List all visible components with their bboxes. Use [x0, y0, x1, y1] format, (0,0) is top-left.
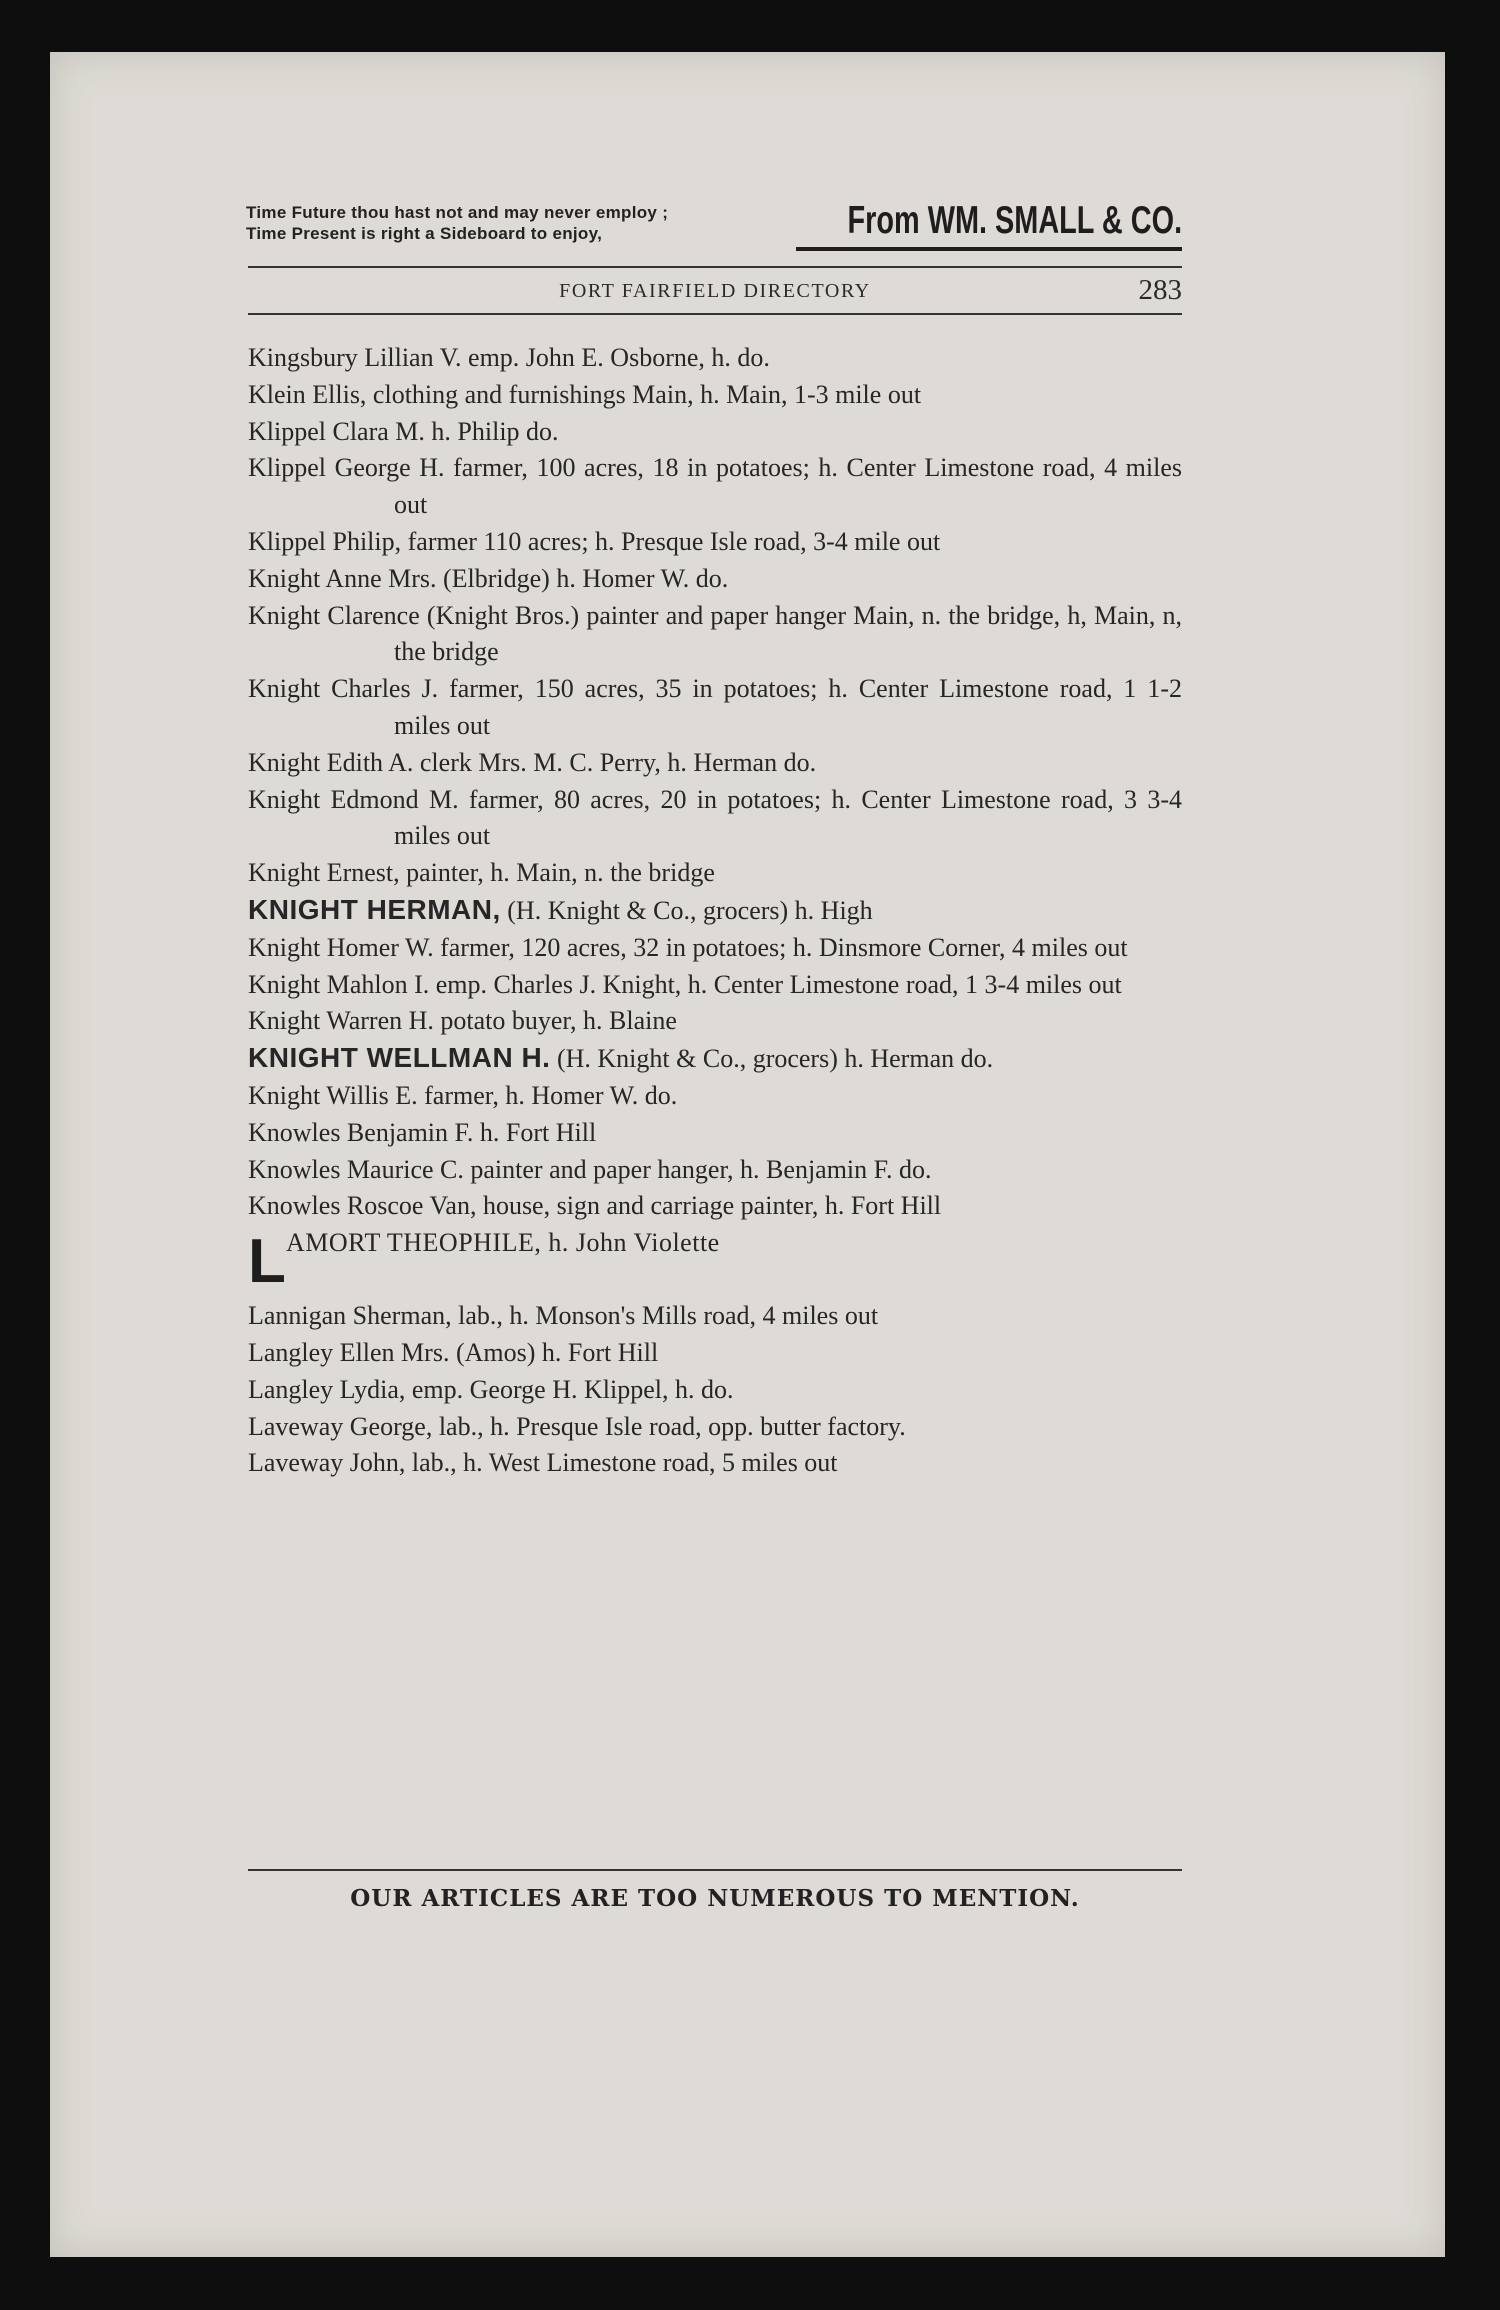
- entry-text: Klippel Clara M. h. Philip do.: [248, 416, 559, 446]
- motto-line-2: Time Present is right a Sideboard to enjoy,: [246, 224, 603, 243]
- entry-text: Knight Edmond M. farmer, 80 acres, 20 in potatoes; h. Center Limestone road, 3 3-4 miles out: [248, 784, 1182, 851]
- entry-text: Laveway George, lab., h. Presque Isle road, opp. butter factory.: [248, 1411, 906, 1441]
- header-rule-top: [248, 266, 1182, 268]
- directory-entry: [248, 1115, 1182, 1152]
- advertisement-header: [246, 199, 1182, 262]
- directory-entry: [248, 414, 1182, 451]
- entry-text: Knight Clarence (Knight Bros.) painter and paper hanger Main, n. the bridge, h, Main, n, the bridge: [248, 600, 1182, 667]
- entry-text: Knowles Maurice C. painter and paper hanger, h. Benjamin F. do.: [248, 1154, 932, 1184]
- directory-entry: [248, 1040, 1182, 1078]
- directory-entry: [248, 1225, 1182, 1298]
- directory-entry: [248, 1409, 1182, 1446]
- directory-entry: [248, 377, 1182, 414]
- directory-entry: [248, 745, 1182, 782]
- directory-entry: [248, 782, 1182, 856]
- entry-text: Knight Anne Mrs. (Elbridge) h. Homer W. do.: [248, 563, 729, 593]
- entry-text: Knight Edith A. clerk Mrs. M. C. Perry, h. Herman do.: [248, 747, 817, 777]
- directory-entry: [248, 967, 1182, 1004]
- directory-entry: [248, 1188, 1182, 1225]
- motto-line-1: Time Future thou hast not and may never employ ;: [246, 203, 669, 222]
- page-number: 283: [1138, 274, 1182, 306]
- footer-rule: [248, 1869, 1182, 1871]
- entry-bold-name: KNIGHT HERMAN,: [248, 893, 501, 925]
- entry-text: Knight Charles J. farmer, 150 acres, 35 in potatoes; h. Center Limestone road, 1 1-2 miles out: [248, 674, 1182, 740]
- directory-entry: [248, 524, 1182, 561]
- entry-text: Laveway John, lab., h. West Limestone road, 5 miles out: [248, 1448, 838, 1478]
- drop-cap-letter: L: [248, 1227, 286, 1297]
- entry-text: (H. Knight & Co., grocers) h. Herman do.: [550, 1044, 994, 1074]
- directory-entry: [248, 1003, 1182, 1040]
- directory-entry: [248, 1445, 1182, 1482]
- directory-entry: [248, 892, 1182, 930]
- advertisement-motto: [246, 202, 668, 244]
- directory-entries: [248, 340, 1182, 1482]
- entry-text: Knowles Roscoe Van, house, sign and carriage painter, h. Fort Hill: [248, 1191, 942, 1221]
- entry-text: Knight Willis E. farmer, h. Homer W. do.: [248, 1080, 678, 1110]
- advertiser-underline: [796, 247, 1182, 251]
- entry-text: Langley Lydia, emp. George H. Klippel, h. do.: [248, 1374, 734, 1404]
- entry-text: Klein Ellis, clothing and furnishings Main, h. Main, 1-3 mile out: [248, 379, 922, 409]
- entry-text: Knight Warren H. potato buyer, h. Blaine: [248, 1006, 677, 1036]
- entry-text: Klippel Philip, farmer 110 acres; h. Presque Isle road, 3-4 mile out: [248, 526, 941, 556]
- entry-text: Langley Ellen Mrs. (Amos) h. Fort Hill: [248, 1337, 659, 1367]
- entry-text: Lannigan Sherman, lab., h. Monson's Mills road, 4 miles out: [248, 1301, 879, 1331]
- directory-entry: [248, 1335, 1182, 1372]
- entry-text: (H. Knight & Co., grocers) h. High: [500, 895, 873, 925]
- directory-entry: [248, 598, 1182, 672]
- directory-entry: [248, 930, 1182, 967]
- directory-entry: [248, 561, 1182, 598]
- directory-entry: [248, 855, 1182, 892]
- entry-text: Kingsbury Lillian V. emp. John E. Osborne, h. do.: [248, 343, 770, 372]
- directory-entry: [248, 1372, 1182, 1409]
- entry-text: Knight Mahlon I. emp. Charles J. Knight, h. Center Limestone road, 1 3-4 miles out: [248, 969, 1122, 999]
- directory-entry: [248, 1078, 1182, 1115]
- entry-text: Knight Ernest, painter, h. Main, n. the bridge: [248, 858, 715, 888]
- header-rule-bottom: [248, 313, 1182, 315]
- entry-bold-name: KNIGHT WELLMAN H.: [248, 1042, 551, 1074]
- entry-text: Klippel George H. farmer, 100 acres, 18 in potatoes; h. Center Limestone road, 4 miles out: [248, 453, 1182, 520]
- directory-entry: [248, 1152, 1182, 1189]
- directory-entry: [248, 671, 1182, 745]
- entry-text: AMORT THEOPHILE, h. John Violette: [286, 1228, 720, 1258]
- footer-slogan: OUR ARTICLES ARE TOO NUMEROUS TO MENTION.: [350, 1885, 1080, 1912]
- entry-text: Knowles Benjamin F. h. Fort Hill: [248, 1117, 597, 1147]
- directory-entry: [248, 1298, 1182, 1335]
- directory-entry: [248, 340, 1182, 377]
- running-head-title: FORT FAIRFIELD DIRECTORY: [559, 280, 871, 302]
- directory-entry: [248, 450, 1182, 524]
- entry-text: Knight Homer W. farmer, 120 acres, 32 in potatoes; h. Dinsmore Corner, 4 miles out: [248, 932, 1128, 962]
- running-head: [248, 274, 1182, 310]
- advertiser-name: From WM. SMALL & CO.: [847, 199, 1182, 242]
